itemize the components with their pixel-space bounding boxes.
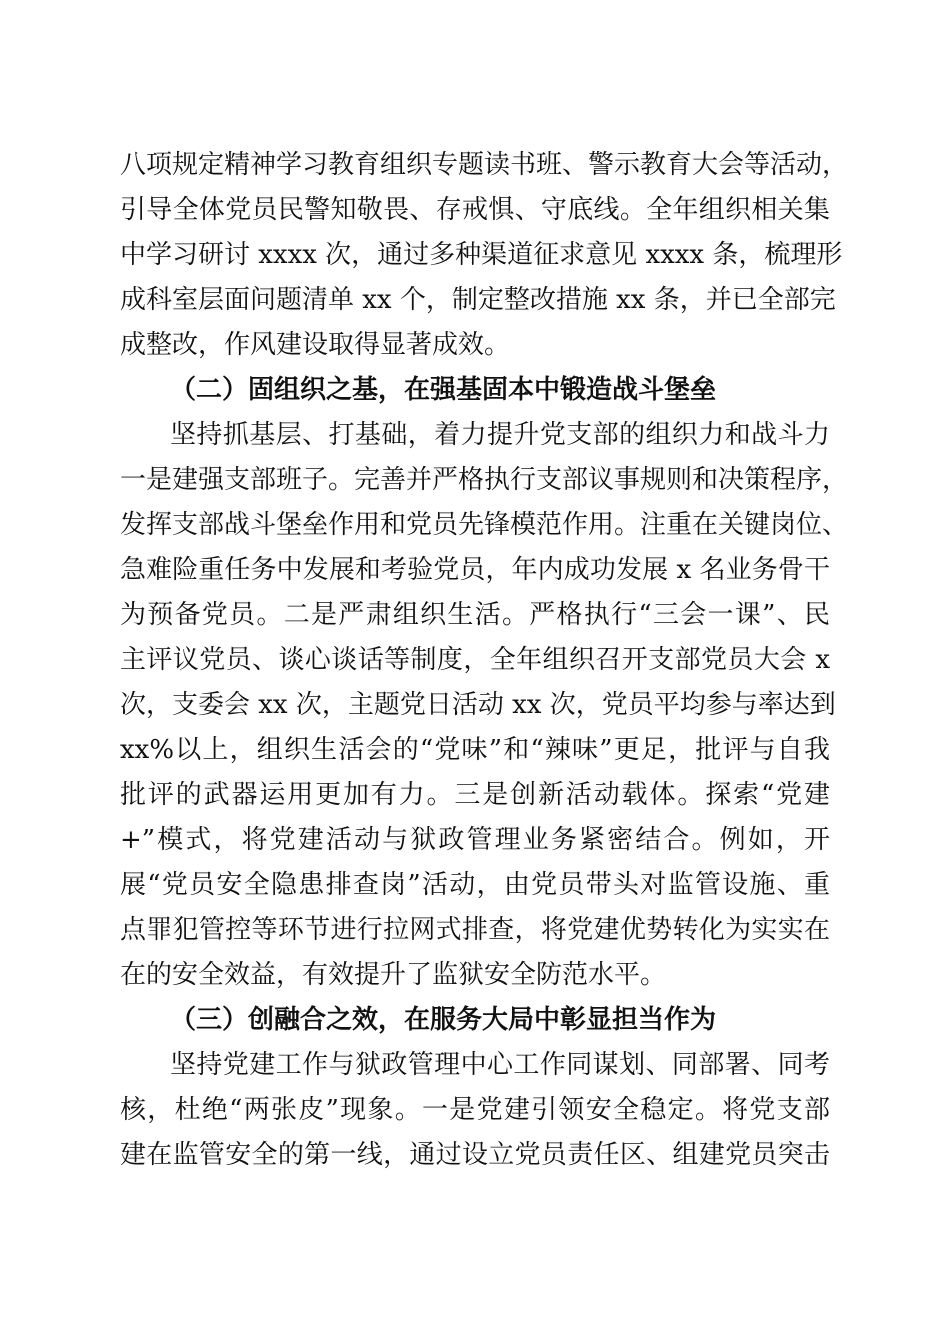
paragraph-line: 急难险重任务中发展和考验党员，年内成功发展 x 名业务骨干 — [120, 555, 830, 585]
paragraph-line: 成科室层面问题清单 xx 个，制定整改措施 xx 条，并已全部完 — [120, 285, 836, 315]
paragraph-line: 建在监管安全的第一线，通过设立党员责任区、组建党员突击 — [120, 1140, 830, 1170]
section-heading-3: （三）创融合之效，在服务大局中彰显担当作为 — [170, 1005, 717, 1035]
paragraph-line: 一是建强支部班子。完善并严格执行支部议事规则和决策程序， — [120, 465, 849, 495]
paragraph-line: 中学习研讨 xxxx 次，通过多种渠道征求意见 xxxx 条，梳理形 — [120, 240, 843, 270]
paragraph-line: 坚持党建工作与狱政管理中心工作同谋划、同部署、同考 — [170, 1050, 830, 1080]
paragraph-line: +”模式，将党建活动与狱政管理业务紧密结合。例如，开 — [120, 825, 830, 855]
paragraph-line: 发挥支部战斗堡垒作用和党员先锋模范作用。注重在关键岗位、 — [120, 510, 849, 540]
paragraph-line: 展“党员安全隐患排查岗”活动，由党员带头对监管设施、重 — [120, 870, 830, 900]
paragraph-line: 成整改，作风建设取得显著成效。 — [120, 330, 511, 360]
section-heading-2: （二）固组织之基，在强基固本中锻造战斗堡垒 — [170, 375, 717, 405]
paragraph-line: 引导全体党员民警知敬畏、存戒惧、守底线。全年组织相关集 — [120, 195, 830, 225]
paragraph-line: xx%以上，组织生活会的“党味”和“辣味”更足，批评与自我 — [120, 735, 830, 765]
paragraph-line: 主评议党员、谈心谈话等制度，全年组织召开支部党员大会 x — [120, 645, 830, 675]
paragraph-line: 核，杜绝“两张皮”现象。一是党建引领安全稳定。将党支部 — [120, 1095, 830, 1125]
paragraph-line: 为预备党员。二是严肃组织生活。严格执行“三会一课”、民 — [120, 600, 830, 630]
paragraph-line: 批评的武器运用更加有力。三是创新活动载体。探索“党建 — [120, 780, 830, 810]
paragraph-line: 次，支委会 xx 次，主题党日活动 xx 次，党员平均参与率达到 — [120, 690, 836, 720]
paragraph-line: 坚持抓基层、打基础，着力提升党支部的组织力和战斗力 — [170, 420, 830, 450]
paragraph-line: 在的安全效益，有效提升了监狱安全防范水平。 — [120, 960, 667, 990]
paragraph-line: 点罪犯管控等环节进行拉网式排查，将党建优势转化为实实在 — [120, 915, 830, 945]
paragraph-line: 八项规定精神学习教育组织专题读书班、警示教育大会等活动， — [120, 150, 849, 180]
